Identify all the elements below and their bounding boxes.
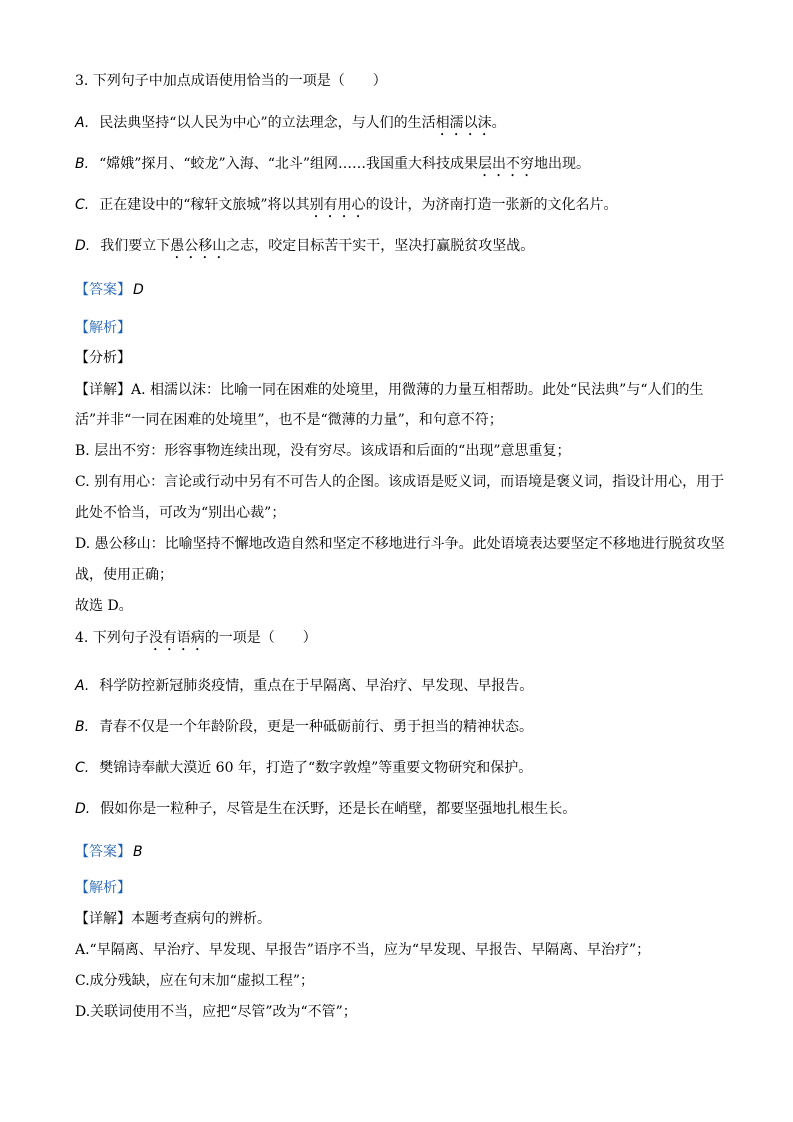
q3-option-b	[75, 154, 590, 180]
q3-option-a	[75, 113, 506, 139]
option-text: “嫦娥”探月、“蛟龙”入海、“北斗”组网……我国重大科技成果	[99, 156, 479, 172]
q4-detail-line: C.成分残缺，应在句末加“虚拟工程”；	[75, 973, 314, 989]
q4-analysis-tag: 【解析】	[75, 880, 131, 896]
option-text: 。	[491, 115, 506, 131]
option-letter: D.	[75, 238, 91, 254]
emphasized-phrase: 没有语病	[148, 630, 205, 646]
q4-option-c	[75, 758, 532, 778]
q4-option-a	[75, 676, 533, 696]
option-text: 我们要立下	[100, 238, 171, 254]
option-text: 樊锦诗奉献大漠近 60 年，打造了“数字敦煌”等重要文物研究和保护。	[99, 760, 533, 776]
q3-detail-line: 此处不恰当，可改为“别出心裁”；	[75, 505, 286, 521]
q3-detail-line: 活”并非“一同在困难的处境里”，也不是“微薄的力量”，和句意不符；	[75, 412, 503, 428]
option-text: 的设计，为济南打造一张新的文化名片。	[365, 197, 618, 213]
option-text: 科学防控新冠肺炎疫情，重点在于早隔离、早治疗、早发现、早报告。	[99, 678, 534, 694]
emphasized-idiom: 愚公移山	[170, 238, 227, 254]
answer-tag: 【答案】	[75, 844, 131, 860]
q3-detail-line: C. 别有用心：言论或行动中另有不可告人的企图。该成语是贬义词，而语境是褒义词，指设计用心，用于	[75, 474, 725, 490]
answer-value: D	[133, 282, 144, 298]
q4-option-b	[75, 717, 533, 737]
answer-tag: 【答案】	[75, 282, 131, 298]
emphasized-idiom: 层出不穷	[478, 156, 535, 172]
stem-text: 4. 下列句子	[75, 630, 149, 646]
option-letter: A.	[75, 678, 90, 694]
q3-option-c	[75, 195, 618, 221]
option-text: 青春不仅是一个年龄阶段，更是一种砥砺前行、勇于担当的精神状态。	[99, 719, 534, 735]
option-text: 民法典坚持“以人民为中心”的立法理念，与人们的生活	[99, 115, 436, 131]
q3-fenxi-tag: 【分析】	[75, 350, 131, 366]
q4-detail-line: 【详解】本题考查病句的辨析。	[75, 911, 271, 927]
option-text: 正在建设中的“稼轩文旅城”将以其	[99, 197, 310, 213]
emphasized-idiom: 别有用心	[309, 197, 366, 213]
q3-detail-line: D. 愚公移山：比喻坚持不懈地改造自然和坚定不移地进行斗争。此处语境表达要坚定不移地进行脱贫攻坚	[75, 536, 725, 552]
emphasized-idiom: 相濡以沫	[435, 115, 492, 131]
option-letter: C.	[75, 197, 90, 213]
q3-detail-line: B. 层出不穷：形容事物连续出现，没有穷尽。该成语和后面的“出现”意思重复；	[75, 443, 571, 459]
option-letter: D.	[75, 801, 91, 817]
q3-detail-line: 故选 D。	[75, 598, 133, 614]
q3-stem: 3. 下列句子中加点成语使用恰当的一项是（ ）	[75, 73, 387, 89]
q3-answer	[75, 280, 144, 300]
option-text: 地出现。	[534, 156, 591, 172]
q4-option-d	[75, 799, 576, 819]
q4-answer	[75, 842, 143, 862]
q3-analysis-tag: 【解析】	[75, 320, 131, 336]
option-letter: A.	[75, 115, 90, 131]
option-text: 之志，咬定目标苦干实干，坚决打赢脱贫攻坚战。	[226, 238, 535, 254]
option-letter: C.	[75, 760, 90, 776]
option-letter: B.	[75, 719, 90, 735]
q4-detail-line: A.“早隔离、早治疗、早发现、早报告”语序不当，应为“早发现、早报告、早隔离、早治疗”；	[75, 942, 651, 958]
option-letter: B.	[75, 156, 90, 172]
q4-stem	[75, 628, 317, 654]
option-text: 假如你是一粒种子，尽管是生在沃野，还是长在峭壁，都要坚强地扎根生长。	[100, 801, 577, 817]
answer-value: B	[133, 844, 143, 860]
q3-option-d	[75, 236, 534, 262]
stem-text: 的一项是（ ）	[204, 630, 317, 646]
q4-detail-line: D.关联词使用不当，应把“尽管”改为“不管”；	[75, 1004, 357, 1020]
q3-detail-line: 【详解】A. 相濡以沫：比喻一同在困难的处境里，用微薄的力量互相帮助。此处“民法典”与“人们的生	[75, 382, 704, 398]
q3-detail-line: 战，使用正确；	[75, 567, 173, 583]
